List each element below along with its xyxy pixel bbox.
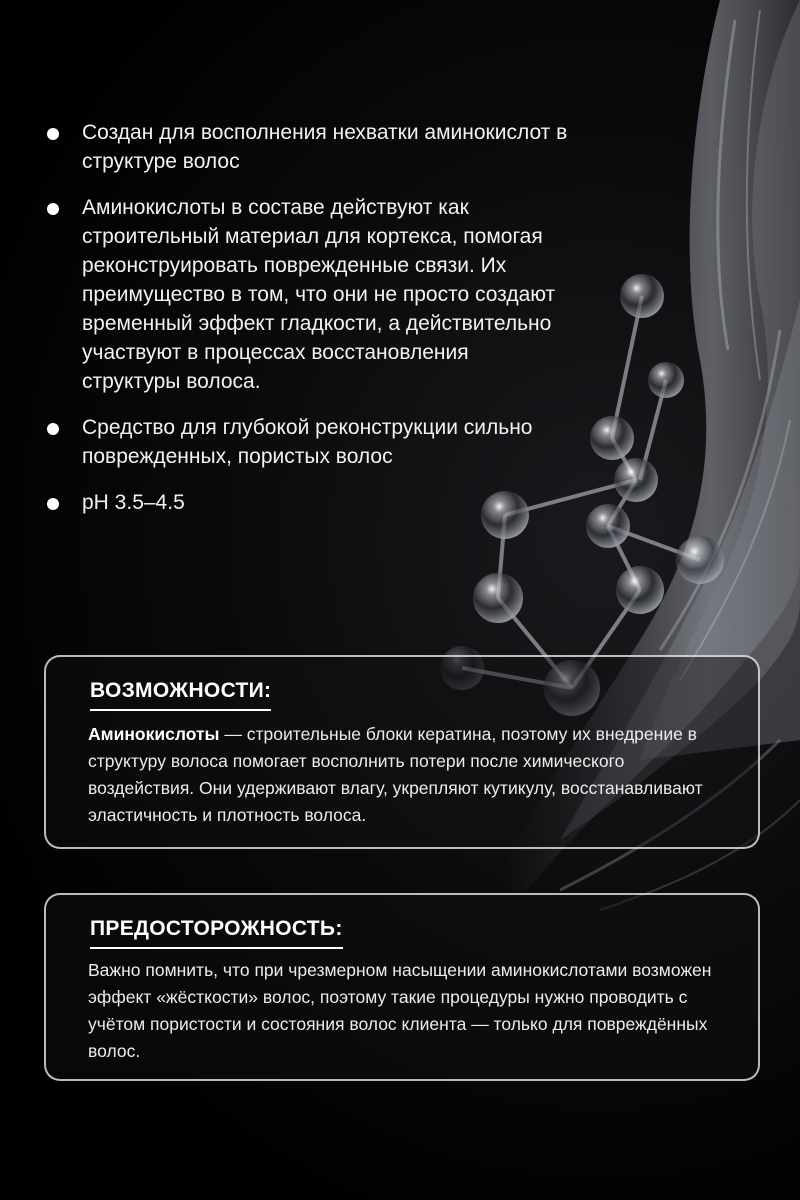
list-item xyxy=(44,413,604,471)
bullet-dot xyxy=(47,498,59,510)
list-item xyxy=(44,488,604,517)
features-title: ВОЗМОЖНОСТИ: xyxy=(90,679,271,711)
list-item-text: Аминокислоты в составе действуют как строительный материал для кортекса, помогая реконструировать поврежденные связи. Их преимущество в том, что они не просто создают временный эффект гладкости, а действительно участвуют в процессах восстановления структуры волоса. xyxy=(82,196,556,393)
list-item xyxy=(44,193,604,396)
features-description: — строительные блоки кератина, поэтому их внедрение в структуру волоса помогает восполнить потери после химического воздействия. Они удерживают влагу, укрепляют кутикулу, восстанавливают эластичность и плотность волоса. xyxy=(88,724,703,825)
bullet-dot xyxy=(47,203,59,215)
features-card xyxy=(44,655,760,849)
list-item-text: Средство для глубокой реконструкции сильно поврежденных, пористых волос xyxy=(82,416,533,468)
features-lead: Аминокислоты xyxy=(88,724,220,744)
list-item xyxy=(44,118,604,176)
list-item-text: Создан для восполнения нехватки аминокислот в структуре волос xyxy=(82,121,568,173)
features-text xyxy=(88,721,728,829)
bullet-dot xyxy=(47,128,59,140)
list-item-text: pH 3.5–4.5 xyxy=(82,491,185,514)
benefits-list xyxy=(44,118,604,534)
caution-text: Важно помнить, что при чрезмерном насыщении аминокислотами возможен эффект «жёсткости» волос, поэтому такие процедуры нужно проводить с учётом пористости и состояния волос клиента — только для повреждённых волос. xyxy=(88,960,712,1061)
bullet-dot xyxy=(47,423,59,435)
caution-title: ПРЕДОСТОРОЖНОСТЬ: xyxy=(90,917,343,949)
caution-card xyxy=(44,893,760,1081)
